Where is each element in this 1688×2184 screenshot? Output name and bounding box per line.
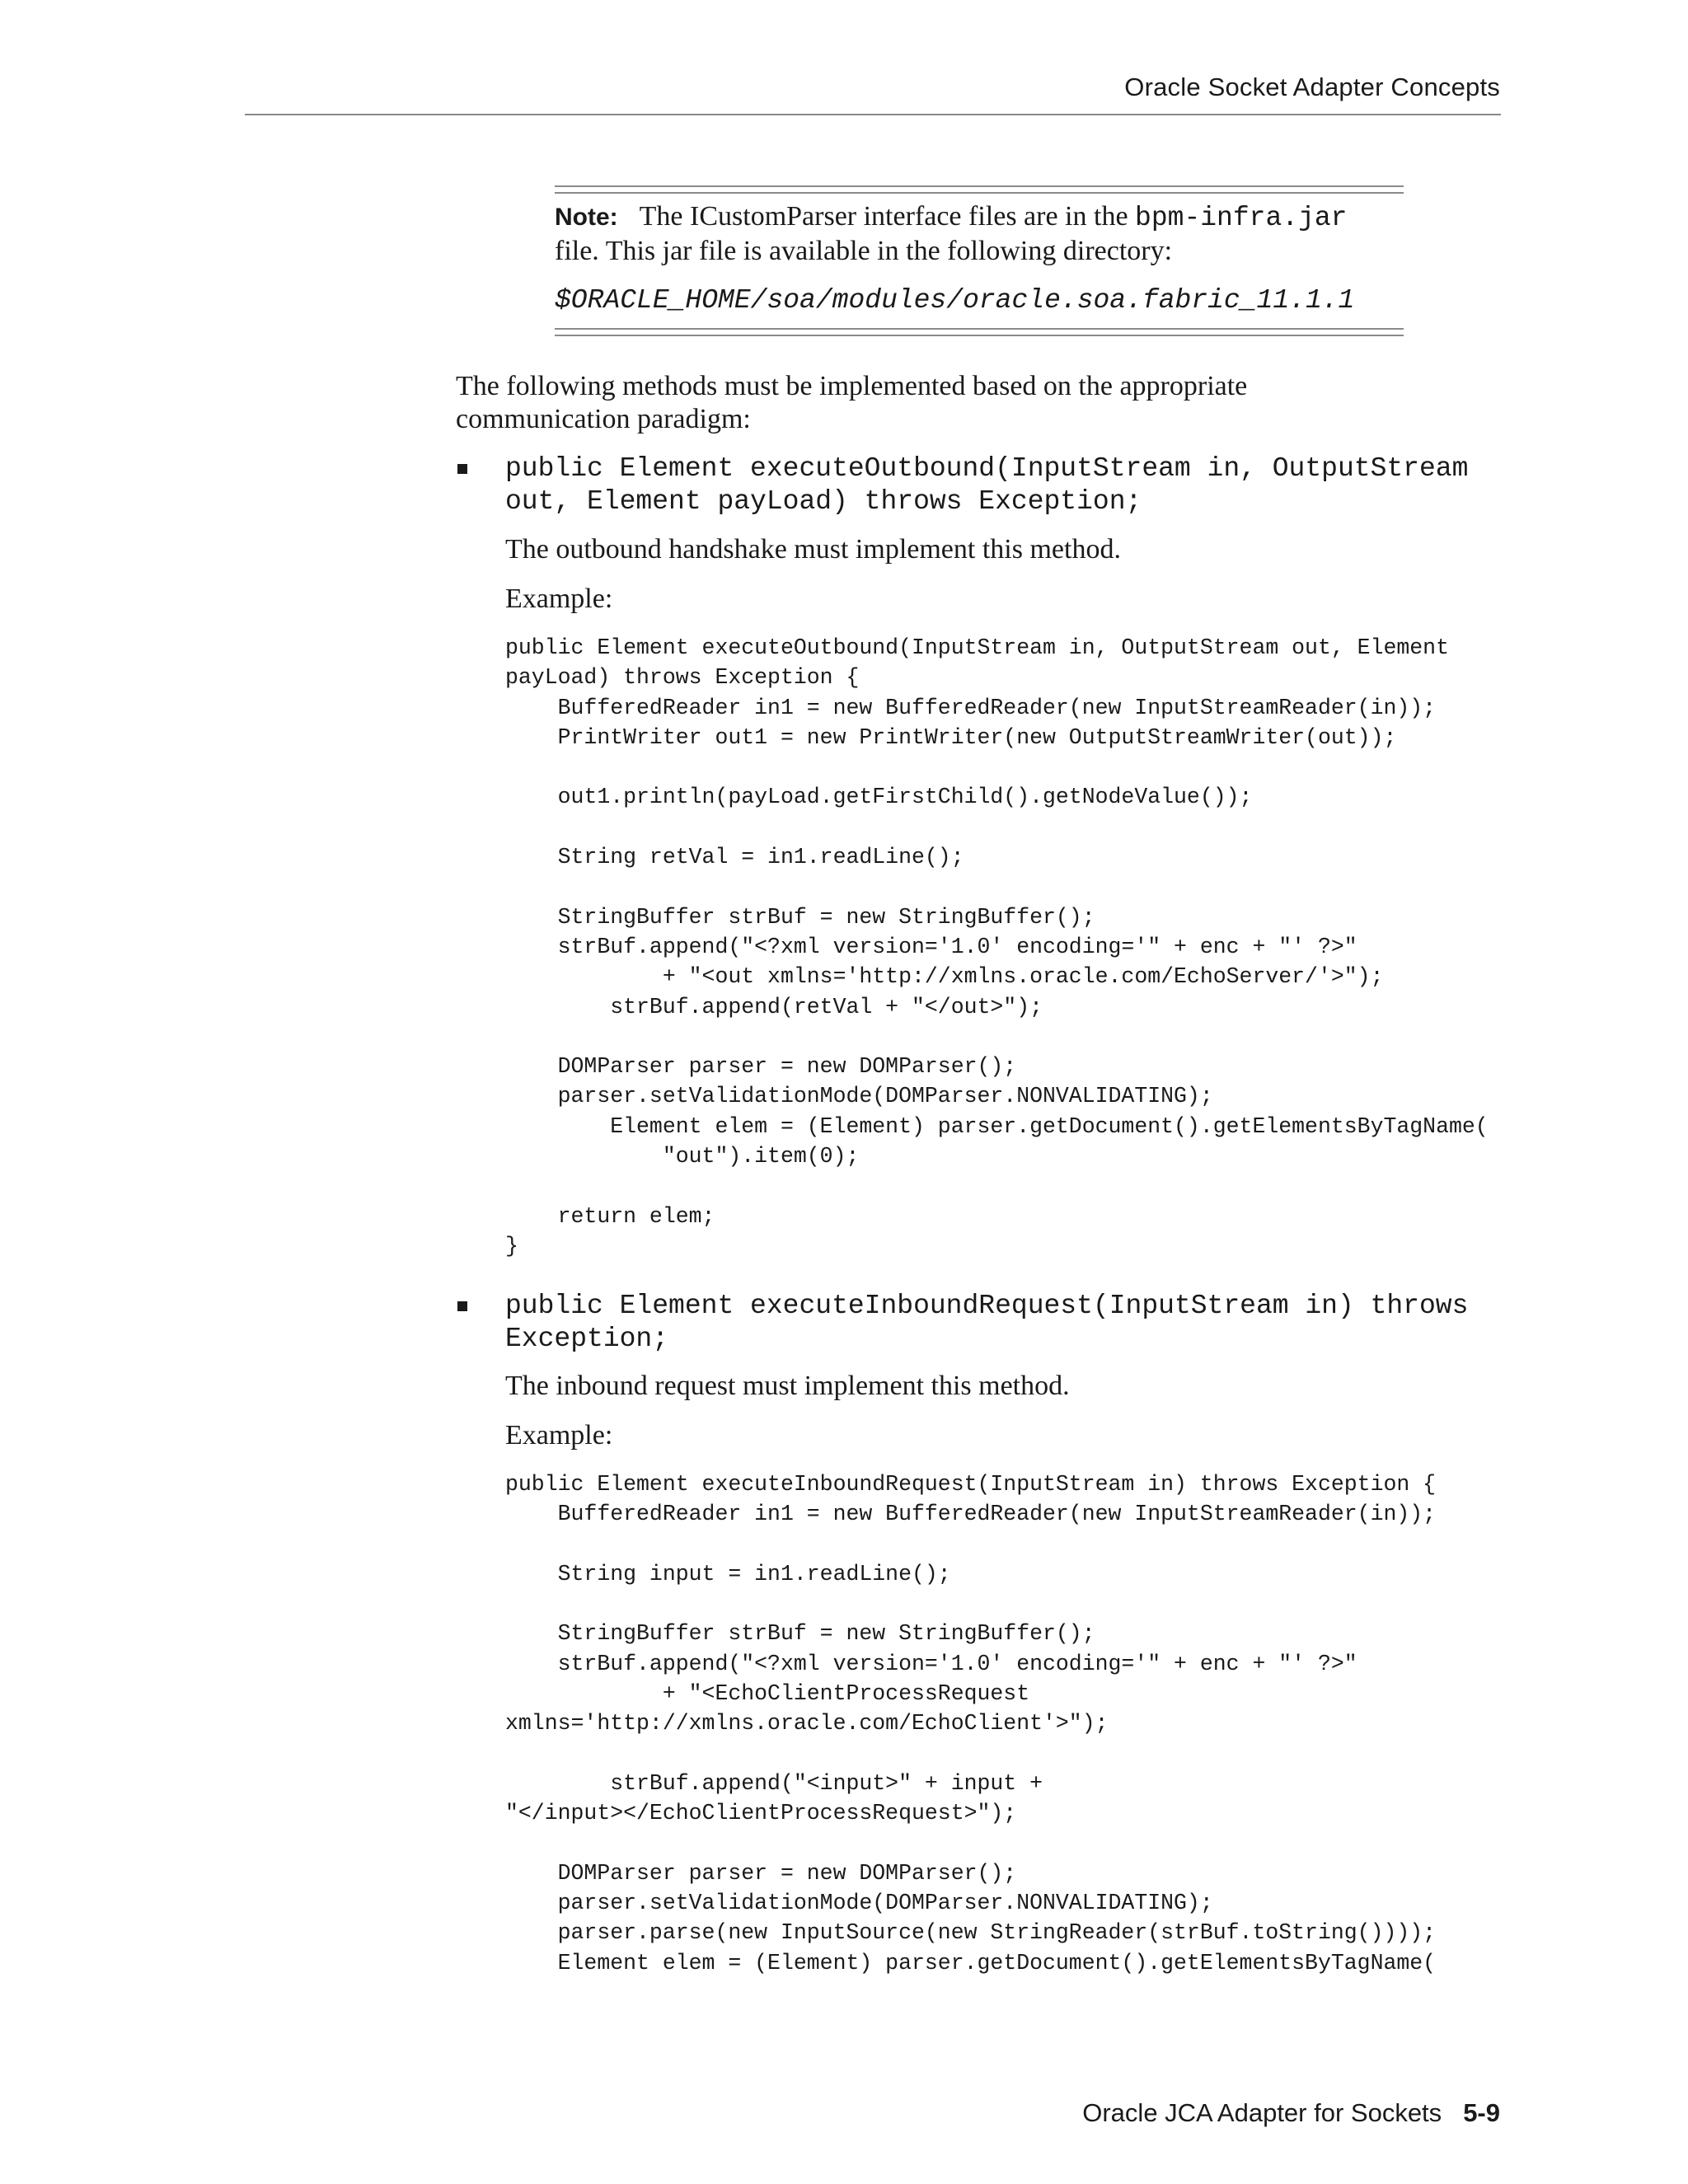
note-text-part1: The ICustomParser interface files are in the <box>639 201 1136 232</box>
intro-line-2: communication paradigm: <box>456 404 751 434</box>
example-label: Example: <box>505 583 613 614</box>
method-description: The outbound handshake must implement this method. <box>505 534 1121 565</box>
method-signature: public Element executeOutbound(InputStream in, OutputStream out, Element payLoad) throws Exception; <box>505 453 1469 517</box>
running-header: Oracle Socket Adapter Concepts <box>1124 73 1500 101</box>
note-label: Note: <box>555 204 618 231</box>
header-rule <box>245 114 1501 115</box>
note-top-rule <box>555 185 1404 194</box>
intro-line-1: The following methods must be implemented based on the appropriate <box>456 371 1248 401</box>
code-example: public Element executeInboundRequest(InputStream in) throws Exception { BufferedReader in1 = new BufferedReader(new InputStreamReader(in)); String input = in1.readLine(); StringBuffer strBuf = new StringBuffer(); strBuf.append("<?xml version='1.0' encoding='" + enc + "' ?>" + "<EchoClientProcessRequest xmlns='http://xmlns.oracle.com/EchoClient'>"); strBuf.append("<input>" + input + "</input></EchoClientProcessRequest>"); DOMParser parser = new DOMParser(); parser.setValidationMode(DOMParser.NONVALIDATING); parser.parse(new InputSource(new StringReader(strBuf.toString()))); Element elem = (Element) parser.getDocument().getElementsByTagName( <box>505 1472 1437 1975</box>
running-footer <box>1082 2098 1500 2128</box>
example-label: Example: <box>505 1420 613 1451</box>
method-signature: public Element executeInboundRequest(InputStream in) throws Exception; <box>505 1291 1469 1354</box>
method-description: The inbound request must implement this method. <box>505 1371 1070 1401</box>
intro-paragraph <box>456 370 1247 436</box>
footer-book-title: Oracle JCA Adapter for Sockets <box>1082 2098 1442 2127</box>
bullet-icon <box>457 464 467 474</box>
bullet-icon <box>457 1301 467 1311</box>
note-bottom-rule <box>555 328 1404 336</box>
note-text-part2: file. This jar file is available in the following directory: <box>555 236 1173 266</box>
code-example: public Element executeOutbound(InputStream in, OutputStream out, Element payLoad) throws Exception { BufferedReader in1 = new BufferedReader(new InputStreamReader(in)); PrintWriter out1 = new PrintWriter(new OutputStreamWriter(out)); out1.println(payLoad.getFirstChild().getNodeValue()); String retVal = in1.readLine(); StringBuffer strBuf = new StringBuffer(); strBuf.append("<?xml version='1.0' encoding='" + enc + "' ?>" + "<out xmlns='http://xmlns.oracle.com/EchoServer/'>"); strBuf.append(retVal + "</out>"); DOMParser parser = new DOMParser(); parser.setValidationMode(DOMParser.NONVALIDATING); Element elem = (Element) parser.getDocument().getElementsByTagName( "out").item(0); return elem; } <box>505 635 1489 1258</box>
note-path: $ORACLE_HOME/soa/modules/oracle.soa.fabric_11.1.1 <box>555 285 1355 316</box>
note-jar-name: bpm-infra.jar <box>1135 203 1348 233</box>
note-block <box>555 200 1404 317</box>
note-line-1 <box>555 200 1404 235</box>
page-number: 5-9 <box>1463 2098 1500 2127</box>
